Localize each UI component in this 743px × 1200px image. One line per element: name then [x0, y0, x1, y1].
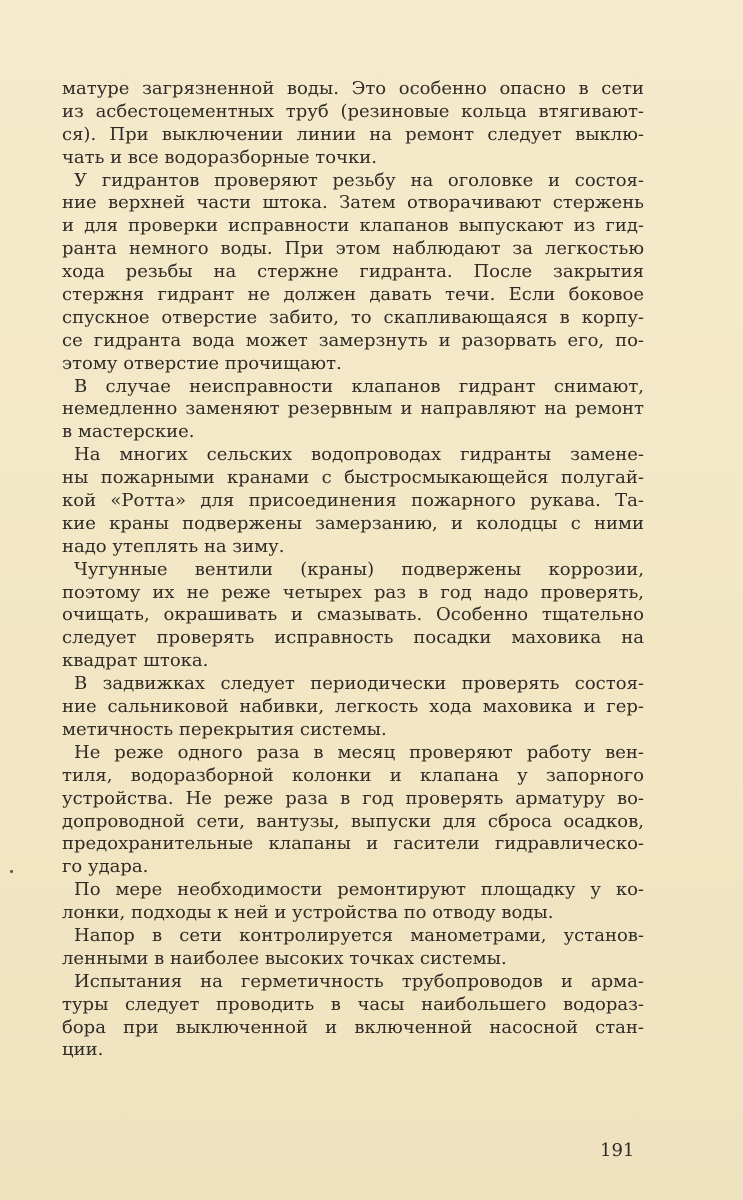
- page-number: 191: [600, 1140, 635, 1161]
- text-line: метичность перекрытия системы.: [62, 718, 387, 740]
- text-line: ранта немного воды. При этом наблюдают за легкостью: [62, 238, 644, 260]
- text-line: бора при выключенной и включенной насосной стан-: [62, 1016, 644, 1038]
- print-speck: [10, 870, 13, 873]
- text-line: спускное отверстие забито, то скапливающаяся в корпу-: [62, 306, 644, 328]
- text-line: го удара.: [62, 856, 149, 878]
- text-line: немедленно заменяют резервным и направляют на ремонт: [62, 398, 644, 420]
- text-line: допроводной сети, вантузы, выпуски для сброса осадков,: [62, 810, 644, 832]
- paragraph-start: В случае неисправности клапанов гидрант снимают,: [74, 375, 644, 397]
- paragraph-start: Чугунные вентили (краны) подвержены коррозии,: [74, 558, 644, 580]
- text-line: ние сальниковой набивки, легкость хода маховика и гер-: [62, 696, 644, 718]
- text-line: предохранительные клапаны и гасители гидравлическо-: [62, 833, 644, 855]
- text-line: ции.: [62, 1039, 104, 1061]
- text-line: в мастерские.: [62, 421, 195, 443]
- text-line: ся). При выключении линии на ремонт следует выклю-: [62, 123, 644, 145]
- text-line: стержня гидрант не должен давать течи. Если боковое: [62, 284, 644, 306]
- text-line: поэтому их не реже четырех раз в год надо проверять,: [62, 581, 644, 603]
- body-text: [62, 78, 644, 1062]
- text-line: надо утеплять на зиму.: [62, 535, 285, 557]
- text-line: ны пожарными кранами с быстросмыкающейся полугай-: [62, 467, 644, 489]
- text-line: се гидранта вода может замерзнуть и разорвать его, по-: [62, 329, 644, 351]
- text-line: квадрат штока.: [62, 650, 209, 672]
- paragraph-start: На многих сельских водопроводах гидранты замене-: [74, 444, 644, 466]
- paragraph-start: У гидрантов проверяют резьбу на оголовке и состоя-: [74, 169, 644, 191]
- paragraph-start: Не реже одного раза в месяц проверяют работу вен-: [74, 741, 644, 763]
- text-line: лонки, подходы к ней и устройства по отводу воды.: [62, 902, 554, 924]
- text-line: хода резьбы на стержне гидранта. После закрытия: [62, 261, 644, 283]
- paragraph-start: В задвижках следует периодически проверять состоя-: [74, 673, 644, 695]
- text-line: из асбестоцементных труб (резиновые кольца втягивают-: [62, 100, 644, 122]
- text-line: кой «Ротта» для присоединения пожарного рукава. Та-: [62, 490, 644, 512]
- paragraph-start: Испытания на герметичность трубопроводов и арма-: [74, 970, 644, 992]
- text-line: этому отверстие прочищают.: [62, 352, 342, 374]
- text-line: очищать, окрашивать и смазывать. Особенно тщательно: [62, 604, 644, 626]
- text-line: и для проверки исправности клапанов выпускают из гид-: [62, 215, 644, 237]
- text-line: кие краны подвержены замерзанию, и колодцы с ними: [62, 512, 644, 534]
- text-line: устройства. Не реже раза в год проверять арматуру во-: [62, 787, 644, 809]
- text-line: матуре загрязненной воды. Это особенно опасно в сети: [62, 78, 644, 99]
- paragraph-start: По мере необходимости ремонтируют площадку у ко-: [74, 879, 644, 901]
- text-line: следует проверять исправность посадки маховика на: [62, 627, 644, 649]
- text-line: ние верхней части штока. Затем отворачивают стержень: [62, 192, 644, 214]
- text-line: тиля, водоразборной колонки и клапана у запорного: [62, 764, 644, 786]
- text-line: чать и все водоразборные точки.: [62, 146, 377, 168]
- paragraph-start: Напор в сети контролируется манометрами, установ-: [74, 924, 644, 946]
- text-line: ленными в наиболее высоких точках системы.: [62, 947, 507, 969]
- text-line: туры следует проводить в часы наибольшего водораз-: [62, 993, 644, 1015]
